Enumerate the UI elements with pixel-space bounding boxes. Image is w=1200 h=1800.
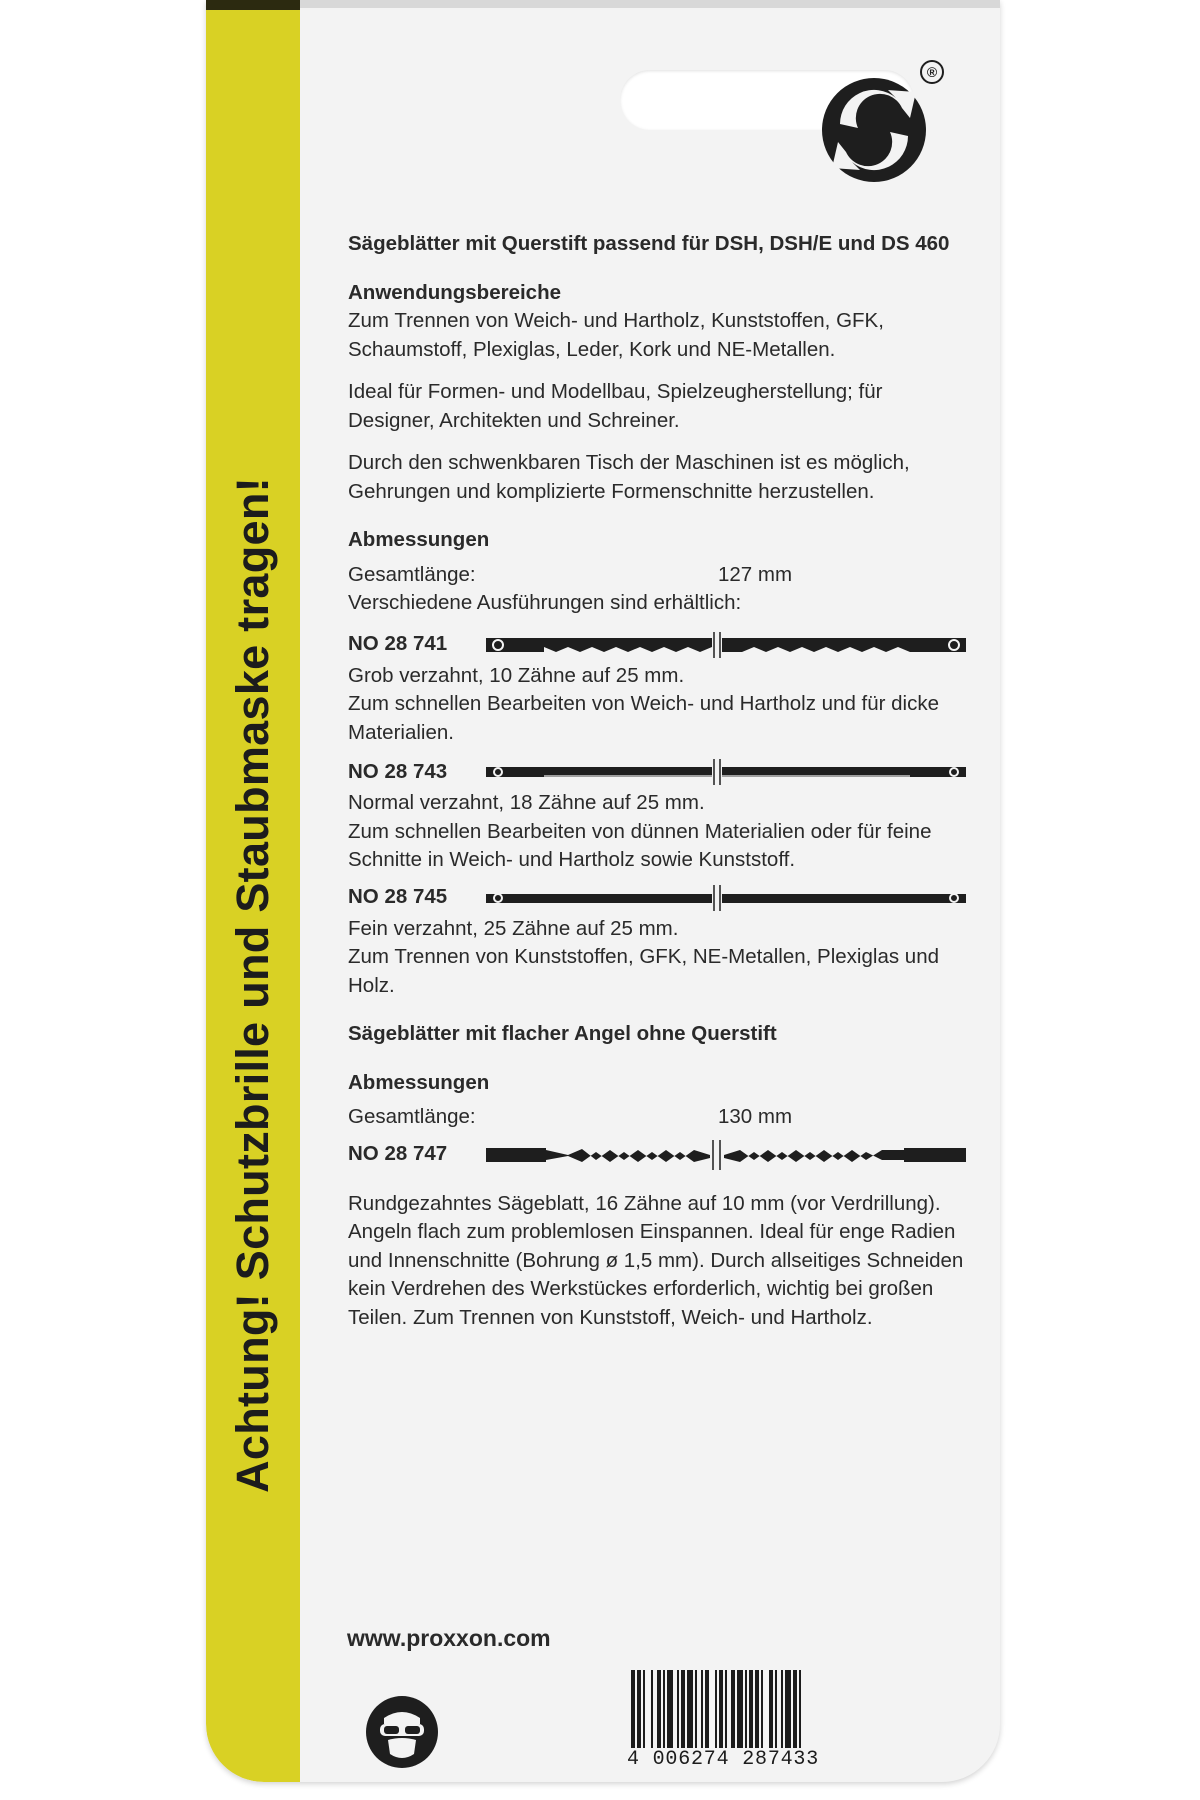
total-length-value-2: 130 mm bbox=[718, 1105, 793, 1128]
total-length-label-2: Gesamtlänge: bbox=[348, 1105, 476, 1128]
total-length-label: Gesamtlänge: bbox=[348, 562, 476, 586]
coarse-blade-icon bbox=[484, 628, 968, 662]
item-28741-line1: Grob verzahnt, 10 Zähne auf 25 mm. bbox=[348, 663, 685, 687]
item-28745 bbox=[348, 881, 968, 915]
warning-text: Achtung! Schutzbrille und Staubmaske tragen! bbox=[227, 477, 278, 1493]
anwendung-title: Anwendungsbereiche bbox=[348, 280, 562, 304]
anwendung-p3: Durch den schwenkbaren Tisch der Maschinen ist es möglich, Gehrungen und komplizierte Formenschnitte herzustellen. bbox=[348, 451, 910, 503]
anwendung-p1: Zum Trennen von Weich- und Hartholz, Kunststoffen, GFK, Schaumstoff, Plexiglas, Leder, Kork und NE-Metallen. bbox=[348, 309, 884, 361]
card-top-edge bbox=[206, 0, 1000, 8]
item-28741 bbox=[348, 628, 968, 662]
total-length-value: 127 mm bbox=[718, 562, 793, 586]
website-link[interactable]: www.proxxon.com bbox=[347, 1625, 551, 1651]
barcode-number: 4 006274 287433 bbox=[627, 1748, 889, 1771]
recycle-icon bbox=[818, 58, 950, 190]
total-length-row-2 bbox=[348, 1103, 968, 1132]
item-28745-line2: Zum Trennen von Kunststoffen, GFK, NE-Metallen, Plexiglas und Holz. bbox=[348, 945, 939, 997]
normal-blade-icon bbox=[484, 755, 968, 789]
fine-blade-icon bbox=[484, 881, 968, 915]
flat-blades-heading: Sägeblätter mit flacher Angel ohne Querstift bbox=[348, 1022, 777, 1045]
item-number: NO 28 747 bbox=[348, 1142, 448, 1166]
total-length-row bbox=[348, 561, 968, 590]
item-number: NO 28 741 bbox=[348, 632, 448, 656]
spiral-blade-icon bbox=[484, 1138, 968, 1172]
variants-note: Verschiedene Ausführungen sind erhältlich: bbox=[348, 591, 742, 614]
item-28743 bbox=[348, 755, 968, 789]
item-number: NO 28 745 bbox=[348, 885, 448, 909]
item-28747 bbox=[348, 1138, 968, 1172]
main-heading: Sägeblätter mit Querstift passend für DSH, DSH/E und DS 460 bbox=[348, 232, 950, 255]
abmessungen-title: Abmessungen bbox=[348, 528, 490, 551]
item-28743-line1: Normal verzahnt, 18 Zähne auf 25 mm. bbox=[348, 791, 705, 814]
item-number: NO 28 743 bbox=[348, 759, 448, 783]
abmessungen2-title: Abmessungen bbox=[348, 1070, 490, 1094]
registered-mark: ® bbox=[926, 64, 938, 80]
safety-goggles-mask-icon bbox=[364, 1694, 440, 1770]
stripe-top-edge bbox=[206, 0, 300, 10]
item-28743-line2: Zum schnellen Bearbeiten von dünnen Materialien oder für feine Schnitte in Weich- und Hartholz sowie Kunststoff. bbox=[348, 819, 932, 871]
item-28741-line2: Zum schnellen Bearbeiten von Weich- und Hartholz und für dicke Materialien. bbox=[348, 692, 940, 744]
yellow-warning-stripe bbox=[206, 0, 300, 1782]
item-28745-line1: Fein verzahnt, 25 Zähne auf 25 mm. bbox=[348, 916, 679, 940]
product-description bbox=[348, 230, 968, 1332]
item-28747-description: Rundgezahntes Sägeblatt, 16 Zähne auf 10 mm (vor Verdrillung). Angeln flach zum problemlosen Einspannen. Ideal für enge Radien und Innenschnitte (Bohrung ø 1,5 mm). Durch allseitiges Schneiden kein Verdrehen des Werkstückes erforderlich, wichtig bei großen Teilen. Zum Trennen von Kunststoff, Weich- und Hartholz. bbox=[348, 1191, 964, 1329]
anwendung-p2: Ideal für Formen- und Modellbau, Spielzeugherstellung; für Designer, Architekten und Schreiner. bbox=[348, 380, 883, 432]
